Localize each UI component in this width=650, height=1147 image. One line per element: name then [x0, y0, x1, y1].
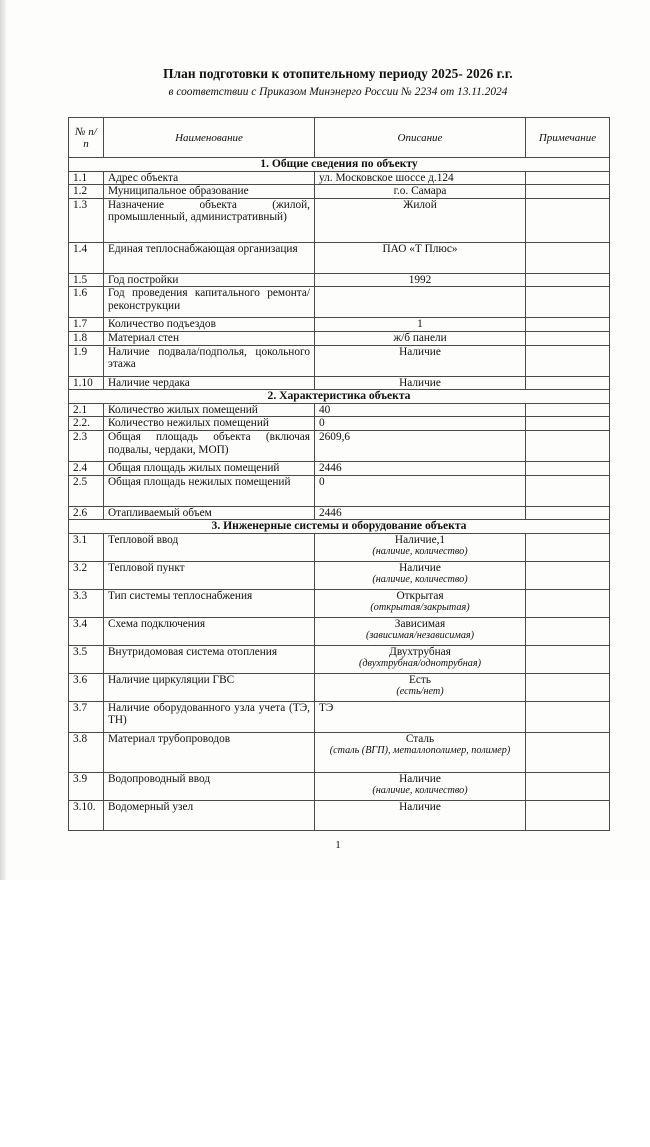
description-hint: (сталь (ВГП), металлополимер, полимер)	[329, 745, 511, 757]
scan-edge	[0, 0, 6, 880]
row-description: 1992	[315, 273, 526, 287]
description-hint: (наличие, количество)	[372, 546, 468, 558]
row-note	[526, 561, 610, 589]
table-row	[69, 533, 610, 561]
table-row	[69, 645, 610, 673]
row-description: 40	[315, 403, 526, 417]
row-number: 2.6	[69, 506, 104, 520]
row-note	[526, 800, 610, 830]
row-note	[526, 376, 610, 390]
table-row	[69, 617, 610, 645]
row-description	[315, 772, 526, 800]
row-note	[526, 273, 610, 287]
row-description: ТЭ	[315, 701, 526, 732]
row-number: 1.8	[69, 331, 104, 345]
description-hint: (двухтрубная/однотрубная)	[358, 658, 482, 670]
row-note	[526, 331, 610, 345]
row-description	[315, 645, 526, 673]
row-name: Назначение объекта (жилой, промышленный, административный)	[104, 198, 315, 242]
row-number: 3.8	[69, 732, 104, 772]
row-note	[526, 345, 610, 376]
row-description: Наличие	[315, 345, 526, 376]
row-name: Водомерный узел	[104, 800, 315, 830]
table-row	[69, 673, 610, 701]
row-number: 3.7	[69, 701, 104, 732]
row-number: 1.1	[69, 171, 104, 185]
row-number: 2.1	[69, 403, 104, 417]
row-note	[526, 185, 610, 199]
row-number: 3.2	[69, 561, 104, 589]
row-name: Тепловой пункт	[104, 561, 315, 589]
row-note	[526, 772, 610, 800]
document-title: План подготовки к отопительному периоду 2025- 2026 г.г.	[163, 66, 513, 81]
description-hint: (наличие, количество)	[372, 574, 468, 586]
row-name: Отапливаемый объем	[104, 506, 315, 520]
row-note	[526, 430, 610, 461]
row-note	[526, 171, 610, 185]
row-name: Тепловой ввод	[104, 533, 315, 561]
header-note: Примечание	[526, 118, 610, 158]
row-note	[526, 403, 610, 417]
row-description: ж/б панели	[315, 331, 526, 345]
row-name: Количество подъездов	[104, 318, 315, 332]
row-description: Наличие	[315, 376, 526, 390]
table-row	[69, 561, 610, 589]
row-name: Количество нежилых помещений	[104, 417, 315, 431]
row-note	[526, 198, 610, 242]
row-description: Наличие	[315, 800, 526, 830]
row-description	[315, 673, 526, 701]
row-description: 0	[315, 475, 526, 506]
section-header-row	[69, 390, 610, 404]
row-description	[315, 533, 526, 561]
table-row	[69, 185, 610, 199]
description-hint: (открытая/закрытая)	[370, 602, 470, 614]
row-name: Наличие оборудованного узла учета (ТЭ, ТН)	[104, 701, 315, 732]
table-row	[69, 331, 610, 345]
row-description: 1	[315, 318, 526, 332]
row-name: Единая теплоснабжающая организация	[104, 242, 315, 273]
table-row	[69, 461, 610, 475]
header-name: Наименование	[104, 118, 315, 158]
row-description: 2446	[315, 461, 526, 475]
section-title: 3. Инженерные системы и оборудование объекта	[69, 520, 610, 534]
table-row	[69, 318, 610, 332]
table-row	[69, 772, 610, 800]
row-description: 2609,6	[315, 430, 526, 461]
header-num: № п/п	[69, 118, 104, 158]
document-subtitle: в соответствии с Приказом Минэнерго России № 2234 от 13.11.2024	[168, 86, 508, 98]
row-description	[315, 287, 526, 318]
row-note	[526, 701, 610, 732]
section-header-row	[69, 520, 610, 534]
row-note	[526, 673, 610, 701]
row-name: Количество жилых помещений	[104, 403, 315, 417]
table-row	[69, 345, 610, 376]
row-note	[526, 617, 610, 645]
row-name: Общая площадь жилых помещений	[104, 461, 315, 475]
row-number: 1.2	[69, 185, 104, 199]
row-number: 2.2.	[69, 417, 104, 431]
table-row	[69, 417, 610, 431]
table-row	[69, 506, 610, 520]
row-number: 1.7	[69, 318, 104, 332]
row-number: 1.5	[69, 273, 104, 287]
row-number: 3.1	[69, 533, 104, 561]
table-row	[69, 287, 610, 318]
description-hint: (наличие, количество)	[372, 785, 468, 797]
table-row	[69, 701, 610, 732]
row-number: 3.5	[69, 645, 104, 673]
row-description	[315, 561, 526, 589]
description-value: Двухтрубная	[389, 645, 451, 658]
table-row	[69, 376, 610, 390]
row-number: 2.4	[69, 461, 104, 475]
row-number: 1.6	[69, 287, 104, 318]
table-row	[69, 171, 610, 185]
table-row	[69, 403, 610, 417]
table-row	[69, 430, 610, 461]
row-number: 1.3	[69, 198, 104, 242]
row-name: Наличие циркуляции ГВС	[104, 673, 315, 701]
row-number: 3.6	[69, 673, 104, 701]
table-row	[69, 589, 610, 617]
row-note	[526, 732, 610, 772]
row-name: Схема подключения	[104, 617, 315, 645]
table-row	[69, 198, 610, 242]
row-description	[315, 589, 526, 617]
row-note	[526, 417, 610, 431]
row-note	[526, 475, 610, 506]
row-description: 2446	[315, 506, 526, 520]
row-note	[526, 506, 610, 520]
row-number: 3.10.	[69, 800, 104, 830]
table-header-row	[69, 118, 610, 158]
row-description: Жилой	[315, 198, 526, 242]
description-value: Открытая	[396, 589, 444, 602]
row-name: Адрес объекта	[104, 171, 315, 185]
header-desc: Описание	[315, 118, 526, 158]
row-description	[315, 732, 526, 772]
row-description: ПАО «Т Плюс»	[315, 242, 526, 273]
row-name: Год постройки	[104, 273, 315, 287]
row-name: Общая площадь нежилых помещений	[104, 475, 315, 506]
row-number: 2.3	[69, 430, 104, 461]
row-description: 0	[315, 417, 526, 431]
row-note	[526, 645, 610, 673]
section-title: 2. Характеристика объекта	[69, 390, 610, 404]
row-name: Материал стен	[104, 331, 315, 345]
section-header-row	[69, 158, 610, 172]
description-value: Наличие	[399, 561, 441, 574]
row-description: ул. Московское шоссе д.124	[315, 171, 526, 185]
table-row	[69, 800, 610, 830]
row-number: 2.5	[69, 475, 104, 506]
row-note	[526, 318, 610, 332]
row-number: 3.9	[69, 772, 104, 800]
row-name: Наличие подвала/подполья, цокольного этажа	[104, 345, 315, 376]
row-name: Наличие чердака	[104, 376, 315, 390]
description-value: Наличие	[399, 772, 441, 785]
row-name: Муниципальное образование	[104, 185, 315, 199]
description-hint: (есть/нет)	[396, 686, 444, 698]
row-description: г.о. Самара	[315, 185, 526, 199]
row-number: 3.3	[69, 589, 104, 617]
row-name: Водопроводный ввод	[104, 772, 315, 800]
table-row	[69, 475, 610, 506]
row-description	[315, 617, 526, 645]
row-name: Общая площадь объекта (включая подвалы, чердаки, МОП)	[104, 430, 315, 461]
row-note	[526, 461, 610, 475]
row-number: 1.10	[69, 376, 104, 390]
plan-table	[68, 117, 610, 831]
row-note	[526, 242, 610, 273]
row-number: 1.4	[69, 242, 104, 273]
table-row	[69, 273, 610, 287]
section-title: 1. Общие сведения по объекту	[69, 158, 610, 172]
row-number: 1.9	[69, 345, 104, 376]
description-hint: (зависимая/независимая)	[365, 630, 475, 642]
row-name: Год проведения капитального ремонта/реконструкции	[104, 287, 315, 318]
row-name: Материал трубопроводов	[104, 732, 315, 772]
row-note	[526, 533, 610, 561]
row-name: Тип системы теплоснабжения	[104, 589, 315, 617]
table-row	[69, 242, 610, 273]
page-number: 1	[335, 839, 341, 851]
row-note	[526, 589, 610, 617]
table-row	[69, 732, 610, 772]
description-value: Сталь	[405, 732, 435, 745]
row-note	[526, 287, 610, 318]
row-number: 3.4	[69, 617, 104, 645]
description-value: Наличие,1	[394, 533, 446, 546]
description-value: Есть	[408, 673, 431, 686]
description-value: Зависимая	[394, 617, 446, 630]
row-name: Внутридомовая система отопления	[104, 645, 315, 673]
